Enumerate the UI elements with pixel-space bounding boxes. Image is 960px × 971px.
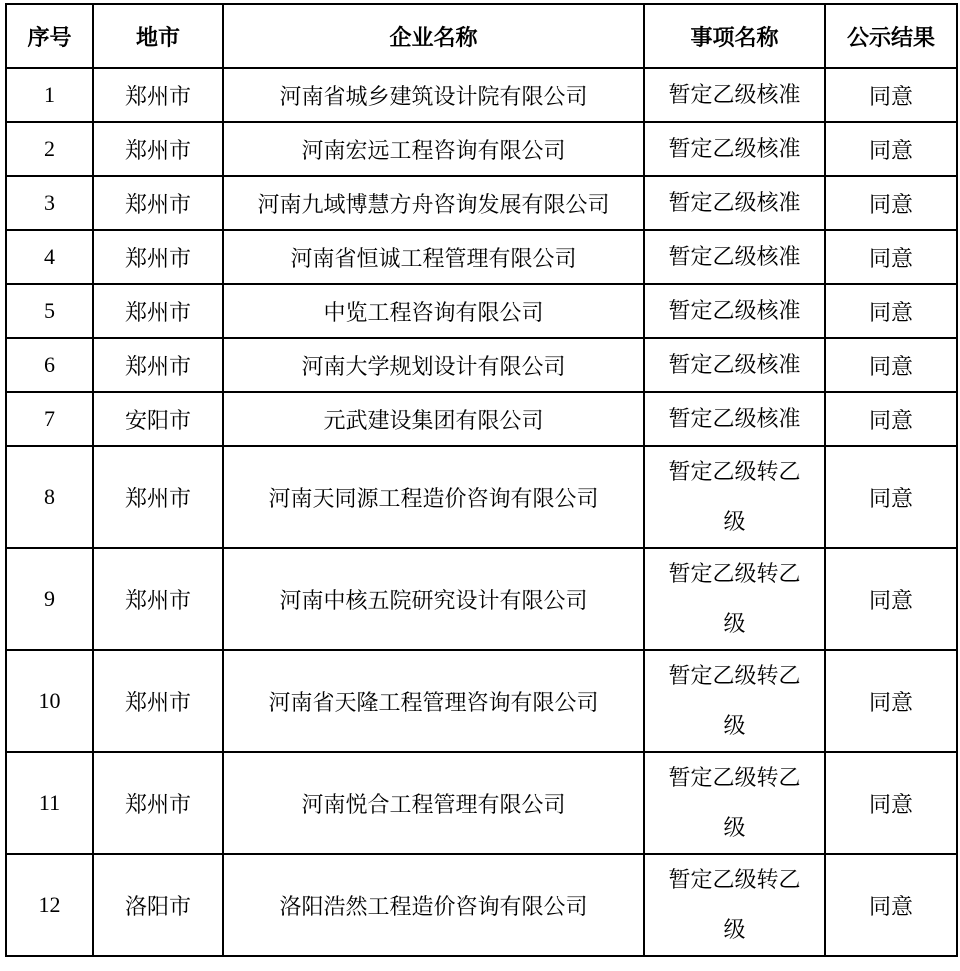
cell-result: 同意 — [825, 854, 957, 956]
cell-company: 河南大学规划设计有限公司 — [223, 338, 644, 392]
cell-result: 同意 — [825, 752, 957, 854]
cell-result: 同意 — [825, 338, 957, 392]
cell-city: 郑州市 — [93, 230, 223, 284]
cell-result: 同意 — [825, 284, 957, 338]
cell-city: 郑州市 — [93, 338, 223, 392]
cell-city: 郑州市 — [93, 284, 223, 338]
cell-item: 暂定乙级转乙级 — [644, 854, 825, 956]
table-row — [6, 548, 957, 650]
header-row — [6, 4, 957, 68]
header-seq: 序号 — [6, 4, 93, 68]
cell-seq: 3 — [6, 176, 93, 230]
cell-city: 郑州市 — [93, 650, 223, 752]
cell-seq: 12 — [6, 854, 93, 956]
cell-seq: 6 — [6, 338, 93, 392]
cell-item: 暂定乙级核准 — [644, 392, 825, 446]
cell-company: 河南省恒诚工程管理有限公司 — [223, 230, 644, 284]
cell-seq: 5 — [6, 284, 93, 338]
cell-item: 暂定乙级核准 — [644, 338, 825, 392]
approval-publicity-table — [5, 3, 958, 957]
cell-result: 同意 — [825, 650, 957, 752]
cell-seq: 1 — [6, 68, 93, 122]
cell-company: 河南悦合工程管理有限公司 — [223, 752, 644, 854]
header-company: 企业名称 — [223, 4, 644, 68]
table-row — [6, 392, 957, 446]
cell-result: 同意 — [825, 122, 957, 176]
cell-seq: 4 — [6, 230, 93, 284]
cell-company: 河南中核五院研究设计有限公司 — [223, 548, 644, 650]
cell-city: 郑州市 — [93, 122, 223, 176]
cell-result: 同意 — [825, 392, 957, 446]
cell-company: 元武建设集团有限公司 — [223, 392, 644, 446]
cell-company: 洛阳浩然工程造价咨询有限公司 — [223, 854, 644, 956]
cell-item: 暂定乙级核准 — [644, 176, 825, 230]
cell-seq: 7 — [6, 392, 93, 446]
cell-company: 中览工程咨询有限公司 — [223, 284, 644, 338]
cell-item: 暂定乙级核准 — [644, 284, 825, 338]
cell-seq: 2 — [6, 122, 93, 176]
table-row — [6, 752, 957, 854]
cell-city: 郑州市 — [93, 752, 223, 854]
cell-city: 郑州市 — [93, 68, 223, 122]
cell-company: 河南九域博慧方舟咨询发展有限公司 — [223, 176, 644, 230]
table-row — [6, 68, 957, 122]
cell-item: 暂定乙级转乙级 — [644, 752, 825, 854]
cell-seq: 8 — [6, 446, 93, 548]
cell-result: 同意 — [825, 176, 957, 230]
cell-result: 同意 — [825, 230, 957, 284]
header-result: 公示结果 — [825, 4, 957, 68]
cell-city: 郑州市 — [93, 176, 223, 230]
table-row — [6, 854, 957, 956]
cell-item: 暂定乙级核准 — [644, 68, 825, 122]
table-row — [6, 338, 957, 392]
cell-item: 暂定乙级核准 — [644, 122, 825, 176]
cell-item: 暂定乙级转乙级 — [644, 650, 825, 752]
cell-seq: 10 — [6, 650, 93, 752]
cell-result: 同意 — [825, 548, 957, 650]
cell-seq: 9 — [6, 548, 93, 650]
cell-item: 暂定乙级核准 — [644, 230, 825, 284]
header-city: 地市 — [93, 4, 223, 68]
table-row — [6, 122, 957, 176]
cell-result: 同意 — [825, 68, 957, 122]
cell-item: 暂定乙级转乙级 — [644, 446, 825, 548]
table-row — [6, 176, 957, 230]
cell-city: 郑州市 — [93, 548, 223, 650]
cell-result: 同意 — [825, 446, 957, 548]
cell-company: 河南省天隆工程管理咨询有限公司 — [223, 650, 644, 752]
cell-city: 郑州市 — [93, 446, 223, 548]
header-item: 事项名称 — [644, 4, 825, 68]
cell-seq: 11 — [6, 752, 93, 854]
cell-item: 暂定乙级转乙级 — [644, 548, 825, 650]
cell-company: 河南宏远工程咨询有限公司 — [223, 122, 644, 176]
cell-city: 安阳市 — [93, 392, 223, 446]
cell-company: 河南省城乡建筑设计院有限公司 — [223, 68, 644, 122]
table-row — [6, 284, 957, 338]
table-row — [6, 446, 957, 548]
table-row — [6, 650, 957, 752]
table-row — [6, 230, 957, 284]
table-body — [6, 68, 957, 956]
cell-city: 洛阳市 — [93, 854, 223, 956]
cell-company: 河南天同源工程造价咨询有限公司 — [223, 446, 644, 548]
